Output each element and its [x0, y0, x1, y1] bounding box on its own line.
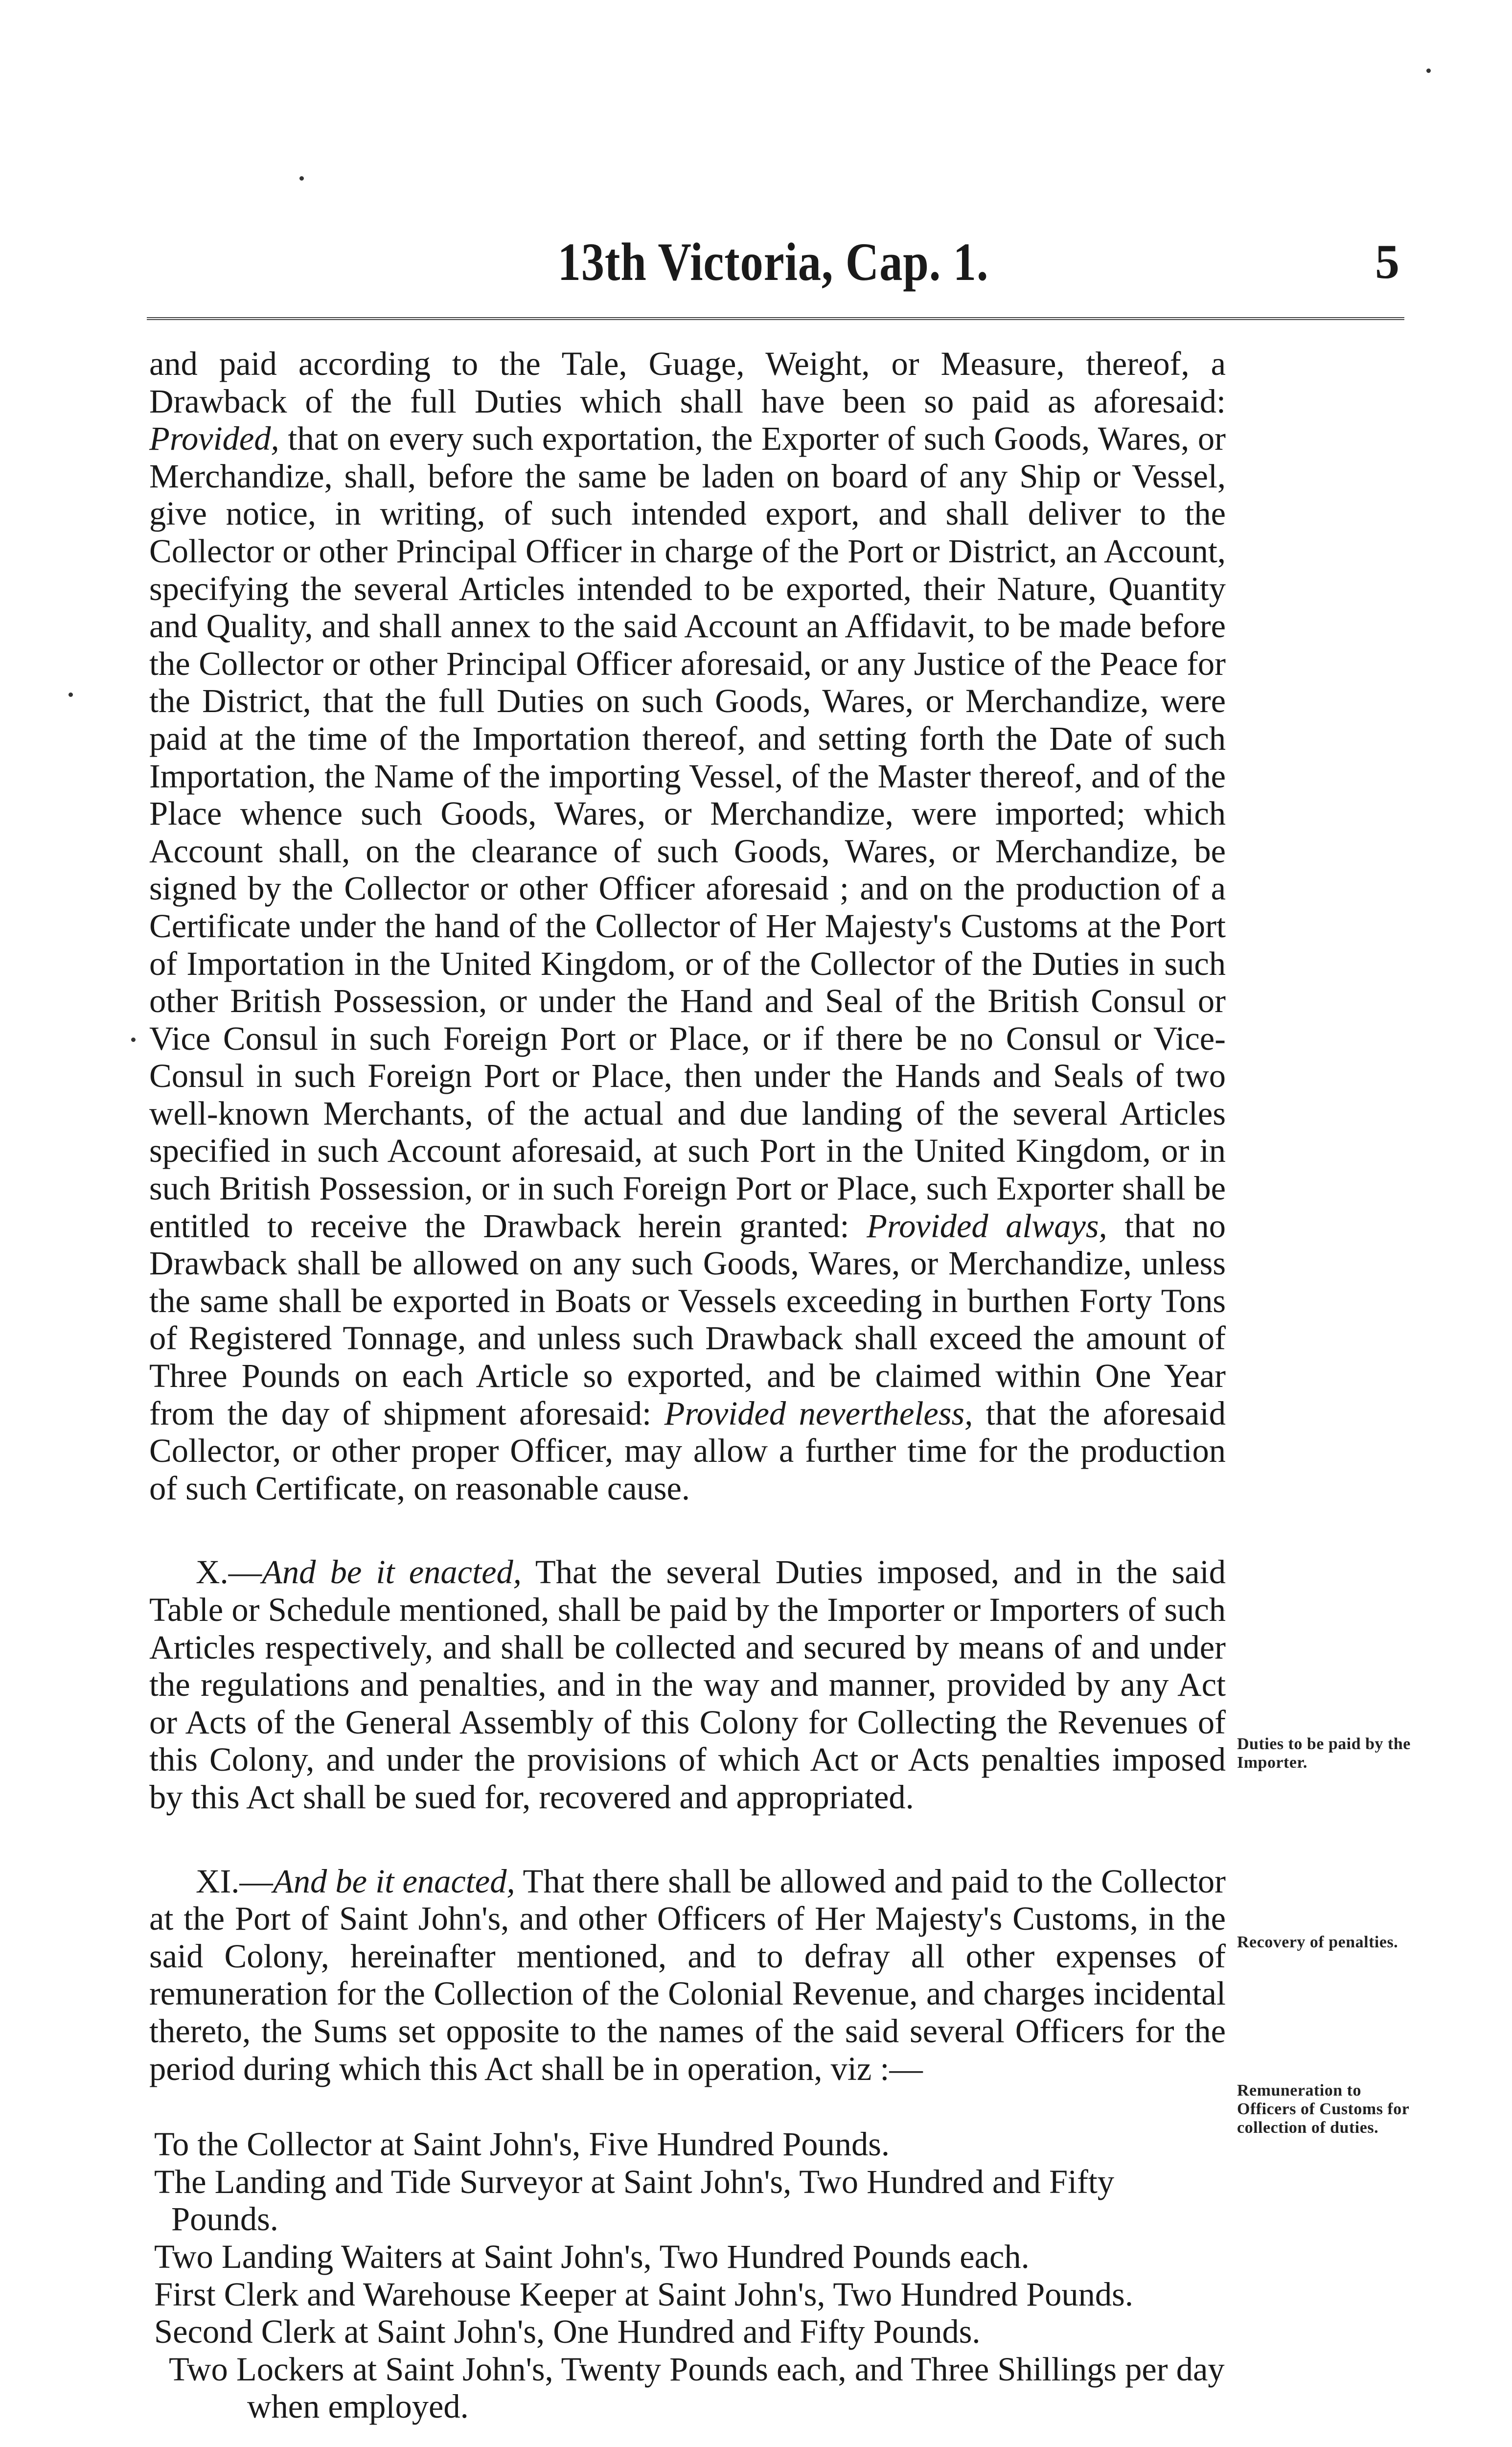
proviso-label: Provided nevertheless,: [664, 1394, 973, 1432]
marginal-note-recovery: Recovery of penalties.: [1237, 1933, 1398, 1951]
header-rule: [147, 317, 1404, 320]
list-item: First Clerk and Warehouse Keeper at Saint John's, Two Hundred Pounds.: [154, 2275, 1133, 2313]
officer-salary-list: [149, 2125, 1226, 2425]
list-item: Two Lockers at Saint John's, Twenty Pounds each, and Three Shillings per day when employed.: [169, 2350, 1225, 2425]
section-number: XI.—: [196, 1862, 273, 1900]
proviso-label: Provided always,: [867, 1207, 1107, 1245]
marginal-note-duties: Duties to be paid by the Importer.: [1237, 1735, 1411, 1772]
enacting-clause: And be it enacted,: [273, 1862, 515, 1900]
list-item: To the Collector at Saint John's, Five Hundred Pounds.: [154, 2125, 890, 2163]
enacting-clause: And be it enacted,: [262, 1553, 522, 1591]
speck-mark: [131, 1038, 136, 1042]
section-xi: XI.—And be it enacted, That there shall be allowed and paid to the Collector at the Port of Saint John's, and other Officers of Her Majesty's Customs, in the said Colony, hereinafter mentioned, and to defray all other expenses of remuneration for the Collection of the Colonial Revenue, and charges incidental thereto, the Sums set opposite to the names of the said several Officers for the period during which this Act shall be in operation, viz :—: [149, 1862, 1226, 2087]
speck-mark: [69, 693, 73, 697]
speck-mark: [1426, 69, 1431, 73]
running-title: 13th Victoria, Cap. 1.: [557, 232, 989, 292]
page-header: [147, 230, 1399, 303]
page-number: 5: [1375, 234, 1399, 289]
proviso-label: Provided,: [149, 420, 279, 458]
speck-mark: [299, 176, 304, 181]
list-item: Second Clerk at Saint John's, One Hundred and Fifty Pounds.: [154, 2313, 981, 2351]
section-number: X.—: [196, 1553, 262, 1591]
marginal-note-remuneration: Remuneration to Officers of Customs for collection of duties.: [1237, 2081, 1409, 2137]
list-item: The Landing and Tide Surveyor at Saint John's, Two Hundred and Fifty Pounds.: [154, 2163, 1115, 2238]
list-item: Two Landing Waiters at Saint John's, Two Hundred Pounds each.: [154, 2238, 1030, 2275]
body-text: [149, 345, 1226, 2425]
paragraph-drawback: and paid according to the Tale, Guage, Weight, or Measure, thereof, a Drawback of the full Duties which shall have been so paid as aforesaid: Provided, that on every such exportation, the Exporter of such Goods, Wares, or Merchandize, shall, before the same be laden on board of any Ship or Vessel, give notice, in writing, of such intended export, and shall deliver to the Collector or other Principal Officer in charge of the Port or District, an Account, specifying the several Articles intended to be exported, their Nature, Quantity and Quality, and shall annex to the said Account an Affidavit, to be made before the Collector or other Principal Officer aforesaid, or any Justice of the Peace for the District, that the full Duties on such Goods, Wares, or Merchandize, were paid at the time of the Importation thereof, and setting forth the Date of such Importation, the Name of the importing Vessel, of the Master thereof, and of the Place whence such Goods, Wares, or Merchandize, were imported; which Account shall, on the clearance of such Goods, Wares, or Merchandize, be signed by the Collector or other Officer aforesaid ; and on the production of a Certificate under the hand of the Collector of Her Majesty's Customs at the Port of Importation in the United Kingdom, or of the Collector of the Duties in such other British Possession, or under the Hand and Seal of the British Consul or Vice Consul in such Foreign Port or Place, or if there be no Consul or Vice-Consul in such Foreign Port or Place, then under the Hands and Seals of two well-known Merchants, of the actual and due landing of the several Articles specified in such Account aforesaid, at such Port in the United Kingdom, or in such British Possession, or in such Foreign Port or Place, such Exporter shall be entitled to receive the Drawback herein granted: Provided always, that no Drawback shall be allowed on any such Goods, Wares, or Merchandize, unless the same shall be exported in Boats or Vessels exceeding in burthen Forty Tons of Registered Tonnage, and unless such Drawback shall exceed the amount of Three Pounds on each Article so exported, and be claimed within One Year from the day of shipment aforesaid: Provided nevertheless, that the aforesaid Collector, or other proper Officer, may allow a further time for the production of such Certificate, on reasonable cause.: [149, 345, 1226, 1507]
section-x: X.—And be it enacted, That the several Duties imposed, and in the said Table or Schedule mentioned, shall be paid by the Importer or Importers of such Articles respectively, and shall be collected and secured by means of and under the regulations and penalties, and in the way and manner, provided by any Act or Acts of the General Assembly of this Colony for Collecting the Revenues of this Colony, and under the provisions of which Act or Acts penalties imposed by this Act shall be sued for, recovered and appropriated.: [149, 1553, 1226, 1816]
